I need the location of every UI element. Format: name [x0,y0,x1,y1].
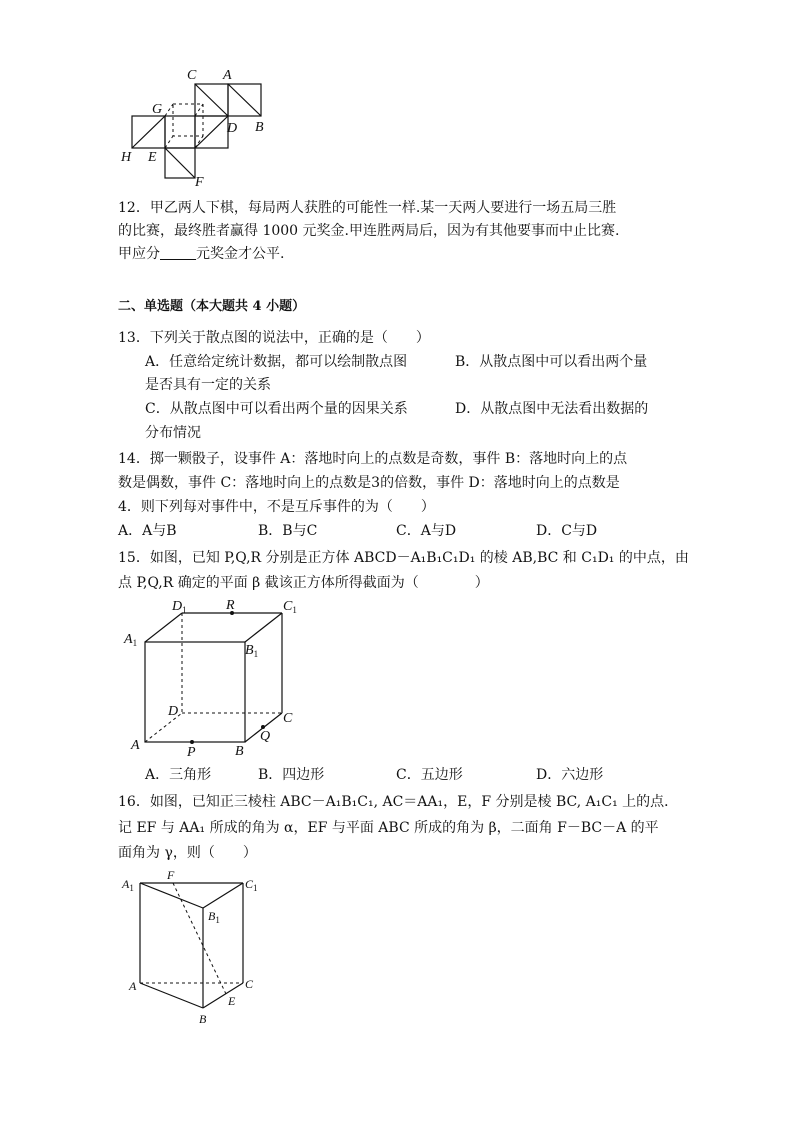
q14-option-a: A．A与B [118,523,177,539]
q14-line3: 4．则下列每对事件中，不是互斥事件的为（ ） [118,499,435,515]
q16-line3: 面角为 γ，则（ ） [118,845,257,861]
q13-option-b: B．从散点图中可以看出两个量 [455,354,648,370]
cube-label-Q: Q [260,729,271,744]
cube-label-B: B [235,744,244,758]
q12-answer-blank [160,245,196,260]
q13-option-d: D．从散点图中无法看出数据的 [455,401,649,417]
q14-line2: 数是偶数，事件 C：落地时向上的点数是3的倍数，事件 D：落地时向上的点数是 [118,475,620,491]
prism-label-B: B [199,1012,207,1026]
svg-text:A1: $A_1$ [124,632,138,648]
q12-line3 [118,243,284,266]
net-label-A: A [223,68,232,83]
q13-option-d-cont: 分布情况 [145,425,201,441]
q15-option-a: A．三角形 [145,767,212,783]
net-label-G: G [152,102,163,117]
q15-line1: 15．如图，已知 P,Q,R 分别是正方体 ABCD－A₁B₁C₁D₁ 的棱 AB,BC 和 C₁D₁ 的中点，由 [118,550,689,566]
q15-option-d: D．六边形 [536,767,604,783]
net-label-F: F [195,175,204,190]
svg-text:A1: $A_1$ [122,877,134,893]
cube-label-C1: C [283,599,293,614]
q14-option-c: C．A与D [396,523,457,539]
net-label-E: E [148,150,157,165]
q12-line3-before: 甲应分 [118,246,160,262]
cube-label-A: A [131,738,140,753]
svg-text:B1: $B_1$ [208,909,220,925]
q15-option-b: B．四边形 [258,767,325,783]
q14-option-d: D．C与D [536,523,598,539]
q12-line1: 12．甲乙两人下棋，每局两人获胜的可能性一样.某一天两人要进行一场五局三胜 [118,200,617,216]
section-heading: 二、单选题（本大题共 4 小题） [118,299,306,314]
q13-option-a: A．任意给定统计数据，都可以绘制散点图 [145,354,408,370]
cube-net-figure [115,62,275,192]
svg-text:D1: $D_1$ [172,599,187,615]
svg-text:C1: $C_1$ [283,599,297,615]
q12-line3-after: 元奖金才公平. [196,246,285,262]
net-label-C: C [187,68,197,83]
q14-option-b: B．B与C [258,523,318,539]
prism-label-A: A [129,979,137,993]
cube-label-D1: D [172,599,183,614]
q15-line2: 点 P,Q,R 确定的平面 β 截该正方体所得截面为（ ） [118,575,489,591]
q13-option-b-cont: 是否具有一定的关系 [145,377,271,393]
prism-label-E: E [228,994,236,1008]
net-label-D: D [227,121,238,136]
cube-label-C: C [283,711,293,726]
svg-text:C1: $C_1$ [245,877,258,893]
cube-label-B1: B [245,643,254,658]
cube-figure [120,596,310,758]
q13-option-c: C．从散点图中可以看出两个量的因果关系 [145,401,408,417]
cube-label-A1: A [124,632,133,647]
q16-line1: 16．如图，已知正三棱柱 ABC－A₁B₁C₁, AC＝AA₁，E，F 分别是棱 BC, A₁C₁ 上的点． [118,794,679,810]
prism-label-A1: A [122,877,130,891]
prism-label-C: C [245,977,254,991]
prism-label-F: F [167,868,175,882]
net-label-B: B [255,120,264,135]
prism-figure [118,866,278,1032]
q12-line2: 的比赛，最终胜者赢得 1000 元奖金.甲连胜两局后，因为有其他要事而中止比赛. [118,223,620,239]
q13-stem: 13．下列关于散点图的说法中，正确的是（ ） [118,330,430,346]
q14-line1: 14．掷一颗骰子，设事件 A：落地时向上的点数是奇数，事件 B：落地时向上的点 [118,451,628,467]
q15-option-c: C．五边形 [396,767,463,783]
net-label-H: H [121,150,132,165]
cube-label-R: R [226,598,235,613]
prism-label-B1: B [208,909,216,923]
svg-text:B1: $B_1$ [245,643,259,659]
cube-label-P: P [187,745,196,758]
cube-point-p [190,740,194,744]
q16-line2: 记 EF 与 AA₁ 所成的角为 α，EF 与平面 ABC 所成的角为 β，二面角 F－BC－A 的平 [118,820,659,836]
cube-label-D: D [168,704,179,719]
prism-label-C1: C [245,877,254,891]
